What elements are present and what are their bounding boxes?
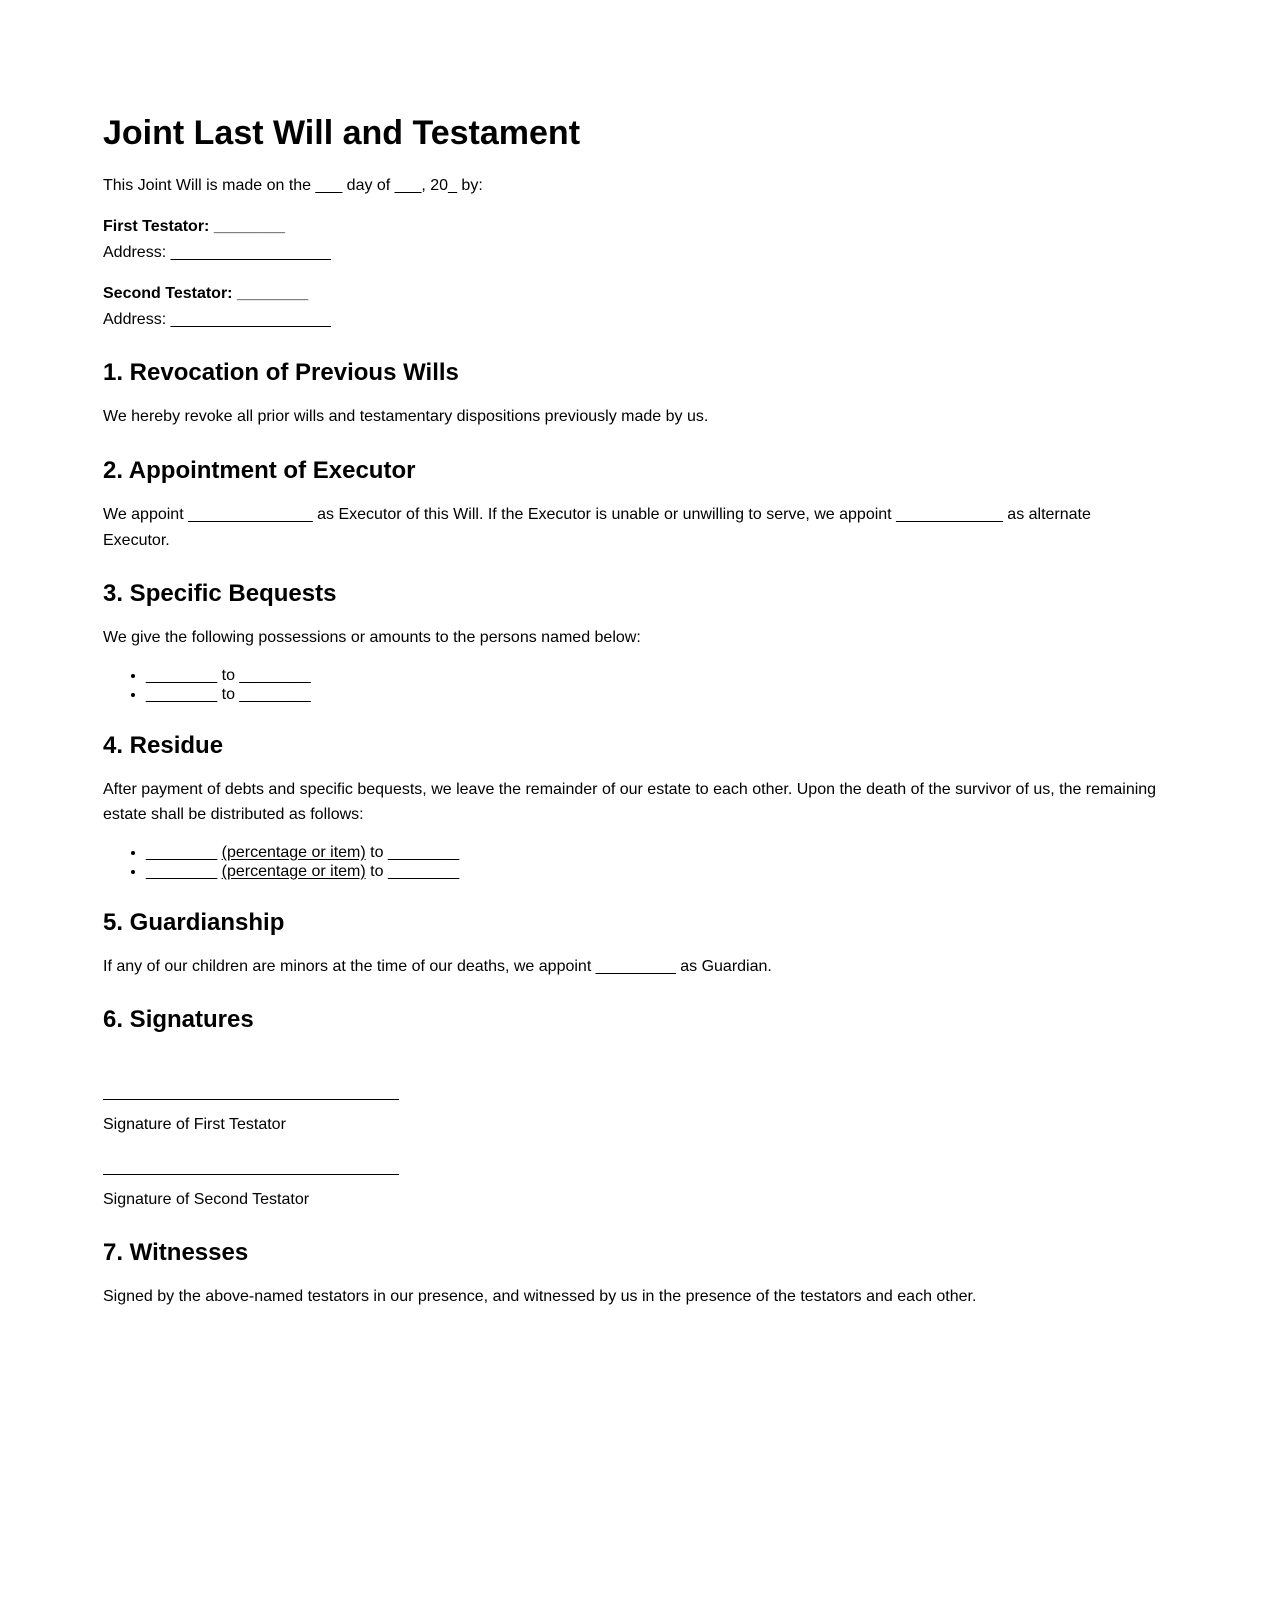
second-testator-signature-line [103,1174,399,1175]
section-signatures [103,1005,1160,1212]
residue-item-rest: to ________ [365,862,460,880]
signature-spacer [103,1138,1160,1174]
bequest-item: • ________ to ________ [146,686,1160,705]
first-testator-signature-line [103,1099,399,1100]
intro-paragraph: This Joint Will is made on the ___ day of ___, 20_ by: [103,176,483,194]
residue-item-hint: (percentage or item) [221,862,366,880]
section-executor [103,456,1160,553]
section-heading-specific-bequests: 3. Specific Bequests [103,580,337,608]
section-guardianship [103,908,1160,980]
residue-paragraph: After payment of debts and specific bequests, we leave the remainder of our estate to each other. Upon the death of the survivor of us, the remaining estate shall be distributed as follows: [103,780,1157,824]
second-testator-signature-label: Signature of Second Testator [103,1190,310,1208]
section-heading-revocation: 1. Revocation of Previous Wills [103,359,459,387]
section-specific-bequests [103,579,1160,704]
section-heading-signatures: 6. Signatures [103,1006,254,1034]
residue-item-rest: to ________ [365,843,460,861]
bequest-item: • ________ to ________ [146,667,1160,686]
first-testator-line: First Testator: ________ [103,218,286,236]
second-testator-block [103,281,1160,332]
executor-paragraph: We appoint ______________ as Executor of this Will. If the Executor is unable or unwilling to serve, we appoint ____________ as alternate Executor. [103,506,1091,549]
witnesses-paragraph: Signed by the above-named testators in our presence, and witnessed by us in the presence of the testators and each other. [103,1288,977,1306]
first-testator-block [103,214,1160,265]
section-heading-executor: 2. Appointment of Executor [103,457,416,485]
document-title: Joint Last Will and Testament [103,114,581,152]
residue-list [103,844,1160,882]
section-residue [103,731,1160,882]
section-heading-guardianship: 5. Guardianship [103,908,285,936]
section-heading-witnesses: 7. Witnesses [103,1239,249,1267]
residue-item-blank: ________ [146,843,222,861]
revocation-paragraph: We hereby revoke all prior wills and testamentary dispositions previously made by us. [103,408,709,426]
section-witnesses [103,1238,1160,1310]
second-testator-line: Second Testator: ________ [103,285,309,303]
residue-item [146,844,1160,863]
first-testator-address-line: Address: __________________ [103,243,331,261]
residue-item-blank: ________ [146,862,222,880]
bequests-paragraph: We give the following possessions or amounts to the persons named below: [103,629,641,647]
residue-item-hint: (percentage or item) [221,843,366,861]
residue-item [146,863,1160,882]
bequests-list [103,667,1160,705]
section-revocation [103,358,1160,430]
section-heading-residue: 4. Residue [103,731,224,759]
signature-spacer [103,1051,1160,1099]
guardianship-paragraph: If any of our children are minors at the time of our deaths, we appoint _________ as Guardian. [103,957,772,975]
second-testator-address-line: Address: __________________ [103,310,331,328]
first-testator-signature-label: Signature of First Testator [103,1116,286,1134]
